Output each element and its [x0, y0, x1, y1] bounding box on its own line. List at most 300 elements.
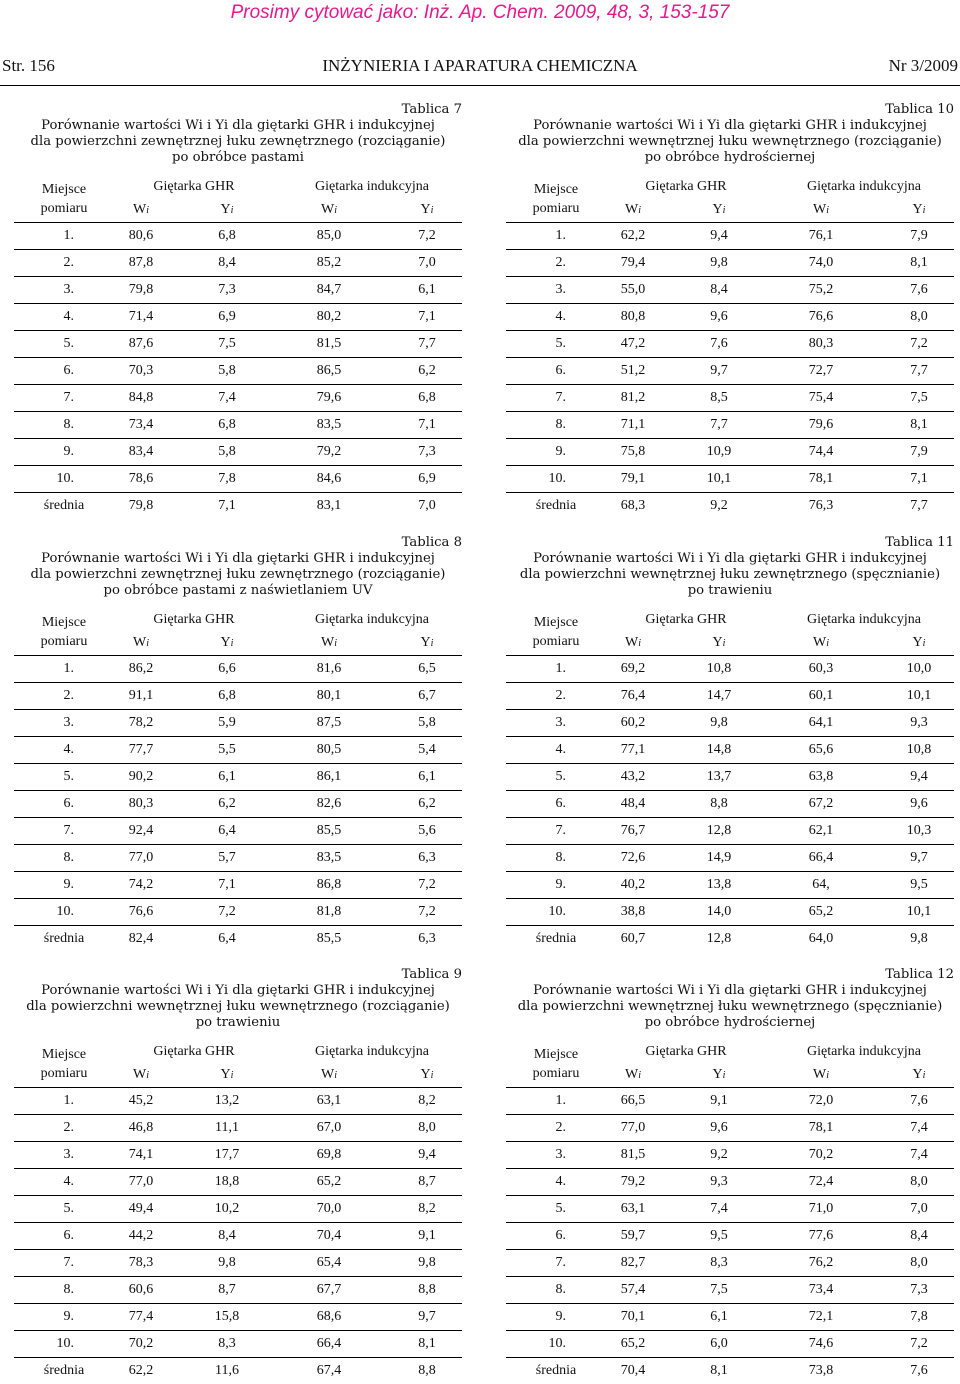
- table-row: [14, 682, 462, 709]
- cell-w-induction: 75,2: [808, 282, 834, 297]
- header-w-ghr: [598, 1063, 668, 1087]
- row-label: 10.: [548, 1336, 566, 1351]
- cell-w-ghr: 71,1: [620, 417, 646, 432]
- cell-w-induction: 70,4: [316, 1228, 342, 1243]
- cell-w-ghr: 81,5: [620, 1147, 646, 1162]
- header-place-line2: pomiaru: [532, 201, 580, 216]
- table-row: [506, 871, 954, 898]
- average-row: [506, 1357, 954, 1384]
- table-row: [14, 1276, 462, 1303]
- cell-w-ghr: 60,7: [620, 931, 646, 946]
- cell-y-ghr: 9,7: [710, 363, 728, 378]
- cell-w-induction: 82,6: [316, 796, 342, 811]
- cell-w-ghr: 49,4: [128, 1201, 154, 1216]
- cell-w-ghr: 81,2: [620, 390, 646, 405]
- cell-y-induction: 7,0: [418, 255, 436, 270]
- table-row: [506, 276, 954, 303]
- row-label: 6.: [555, 1228, 566, 1243]
- cell-w-induction: 80,1: [316, 688, 342, 703]
- header-y-induction: [884, 1063, 954, 1087]
- cell-y-induction: 6,7: [418, 688, 436, 703]
- header-group-induction: Giętarka indukcyjna: [315, 179, 429, 194]
- cell-y-induction: 7,3: [910, 1282, 928, 1297]
- cell-y-ghr: 8,1: [710, 1363, 728, 1378]
- table-title-line: po trawieniu: [195, 1015, 281, 1030]
- cell-y-ghr: 9,2: [710, 1147, 728, 1162]
- table-row: [506, 249, 954, 276]
- row-label: średnia: [535, 1363, 577, 1378]
- symbol-letter: W: [625, 202, 639, 217]
- cell-w-induction: 83,5: [316, 417, 342, 432]
- cell-w-induction: 65,4: [316, 1255, 342, 1270]
- row-label: 5.: [555, 1201, 566, 1216]
- cell-y-ghr: 6,8: [218, 688, 236, 703]
- cell-w-ghr: 79,4: [620, 255, 646, 270]
- cell-w-ghr: 69,2: [620, 661, 646, 676]
- cell-w-ghr: 70,3: [128, 363, 154, 378]
- cell-y-ghr: 8,8: [710, 796, 728, 811]
- cell-y-induction: 9,3: [910, 715, 928, 730]
- symbol-subscript: i: [638, 1069, 641, 1081]
- cell-y-induction: 7,3: [418, 444, 436, 459]
- table-row: [506, 736, 954, 763]
- header-group-row: [506, 609, 954, 631]
- cell-w-ghr: 82,7: [620, 1255, 646, 1270]
- row-label: średnia: [43, 1363, 85, 1378]
- symbol-subscript: i: [722, 637, 726, 649]
- cell-y-ghr: 13,2: [214, 1093, 240, 1108]
- row-label: 10.: [56, 1336, 74, 1351]
- table-row: [14, 303, 462, 330]
- row-label: 10.: [548, 471, 566, 486]
- header-y-ghr: [192, 198, 262, 222]
- table-row: [506, 817, 954, 844]
- header-group-ghr: Giętarka GHR: [153, 179, 235, 194]
- cell-y-ghr: 9,8: [710, 255, 728, 270]
- cell-y-induction: 7,6: [910, 1363, 928, 1378]
- cell-y-ghr: 14,0: [706, 904, 732, 919]
- table-row: [506, 898, 954, 925]
- cell-w-induction: 65,2: [808, 904, 834, 919]
- cell-y-induction: 5,6: [418, 823, 436, 838]
- table-row: [506, 709, 954, 736]
- cell-w-ghr: 72,6: [620, 850, 646, 865]
- cell-w-ghr: 43,2: [620, 769, 646, 784]
- running-head: [0, 56, 960, 78]
- cell-w-induction: 85,0: [316, 228, 342, 243]
- row-label: średnia: [535, 931, 577, 946]
- row-label: 5.: [555, 769, 566, 784]
- row-label: 2.: [555, 255, 566, 270]
- cell-y-ghr: 9,6: [710, 309, 728, 324]
- cell-y-ghr: 7,7: [710, 417, 728, 432]
- symbol-subscript: i: [922, 204, 926, 216]
- cell-w-induction: 60,1: [808, 688, 834, 703]
- cell-y-induction: 7,4: [910, 1147, 928, 1162]
- data-table: [506, 102, 954, 519]
- header-symbol-row: [14, 631, 462, 655]
- row-label: 7.: [63, 390, 74, 405]
- cell-w-induction: 63,8: [808, 769, 834, 784]
- table-row: [14, 1303, 462, 1330]
- table-title-line: dla powierzchni wewnętrznej łuku zewnętrznego (spęcznianie): [519, 567, 941, 582]
- header-group-row: [506, 176, 954, 198]
- table-row: [506, 1330, 954, 1357]
- table-title-line: dla powierzchni wewnętrznej łuku wewnętrznego (rozciąganie): [518, 134, 942, 149]
- symbol-subscript: i: [230, 1069, 234, 1081]
- cell-y-ghr: 7,4: [710, 1201, 728, 1216]
- cell-y-ghr: 14,9: [706, 850, 732, 865]
- table-row: [506, 844, 954, 871]
- cell-y-induction: 7,6: [910, 282, 928, 297]
- header-w-induction: [786, 198, 856, 222]
- symbol-subscript: i: [146, 204, 149, 216]
- symbol-letter: Y: [420, 202, 431, 217]
- row-label: 5.: [63, 769, 74, 784]
- cell-y-ghr: 6,8: [218, 417, 236, 432]
- row-label: 8.: [63, 1282, 74, 1297]
- cell-w-ghr: 38,8: [620, 904, 646, 919]
- cell-w-induction: 75,4: [808, 390, 834, 405]
- symbol-letter: W: [133, 635, 147, 650]
- cell-y-induction: 9,8: [910, 931, 928, 946]
- cell-w-induction: 81,8: [316, 904, 342, 919]
- row-label: 1.: [555, 661, 566, 676]
- cell-y-ghr: 5,8: [218, 444, 236, 459]
- cell-w-induction: 85,5: [316, 823, 342, 838]
- symbol-letter: W: [321, 202, 335, 217]
- table-row: [506, 411, 954, 438]
- cell-w-ghr: 78,2: [128, 715, 154, 730]
- cell-w-induction: 83,5: [316, 850, 342, 865]
- header-group-row: [14, 609, 462, 631]
- cell-y-ghr: 11,6: [215, 1363, 239, 1378]
- cell-y-induction: 6,2: [418, 363, 436, 378]
- cell-w-ghr: 44,2: [128, 1228, 154, 1243]
- header-w-ghr: [106, 631, 176, 655]
- cell-w-ghr: 80,8: [620, 309, 646, 324]
- table-number: Tablica 11: [885, 535, 954, 550]
- cell-w-ghr: 77,0: [128, 850, 154, 865]
- cell-y-induction: 7,1: [418, 417, 436, 432]
- cell-w-induction: 85,5: [316, 931, 342, 946]
- header-place-line2: pomiaru: [532, 1066, 580, 1081]
- cell-w-ghr: 75,8: [620, 444, 646, 459]
- header-group-ghr: Giętarka GHR: [153, 612, 235, 627]
- table-title-line: Porównanie wartości Wi i Yi dla giętarki GHR i indukcyjnej: [41, 551, 435, 566]
- cell-w-ghr: 77,4: [128, 1309, 154, 1324]
- cell-w-ghr: 87,6: [128, 336, 154, 351]
- table-row: [506, 655, 954, 682]
- cell-y-ghr: 8,7: [218, 1282, 236, 1297]
- cell-w-induction: 81,5: [316, 336, 342, 351]
- cell-y-induction: 7,2: [910, 336, 928, 351]
- header-group-row: [14, 176, 462, 198]
- table-title-line: po trawieniu: [687, 583, 773, 598]
- table-row: [14, 249, 462, 276]
- table-row: [14, 1114, 462, 1141]
- table-row: [14, 871, 462, 898]
- row-label: 5.: [63, 1201, 74, 1216]
- cell-y-ghr: 9,8: [710, 715, 728, 730]
- table-title-line: po obróbce pastami z naświetlaniem UV: [103, 583, 373, 598]
- table-row: [14, 1195, 462, 1222]
- cell-y-ghr: 5,5: [218, 742, 236, 757]
- row-label: 8.: [555, 1282, 566, 1297]
- cell-w-induction: 70,0: [316, 1201, 342, 1216]
- symbol-letter: Y: [712, 1067, 723, 1082]
- cell-y-induction: 8,1: [910, 255, 928, 270]
- header-group-induction: Giętarka indukcyjna: [807, 612, 921, 627]
- row-label: 3.: [555, 715, 566, 730]
- row-label: 7.: [555, 1255, 566, 1270]
- cell-y-induction: 8,0: [910, 309, 928, 324]
- cell-y-induction: 5,4: [418, 742, 436, 757]
- row-label: 3.: [555, 282, 566, 297]
- average-row: [506, 925, 954, 952]
- cell-w-induction: 76,2: [808, 1255, 834, 1270]
- cell-w-ghr: 57,4: [620, 1282, 646, 1297]
- table-row: [14, 1330, 462, 1357]
- symbol-subscript: i: [334, 637, 337, 649]
- cell-w-induction: 64,0: [808, 931, 834, 946]
- table-row: [506, 1222, 954, 1249]
- row-label: 8.: [555, 850, 566, 865]
- cell-y-induction: 7,9: [910, 228, 928, 243]
- table-row: [14, 384, 462, 411]
- header-w-ghr: [598, 198, 668, 222]
- cell-w-ghr: 46,8: [128, 1120, 154, 1135]
- row-label: 10.: [56, 904, 74, 919]
- cell-y-ghr: 14,8: [706, 742, 732, 757]
- row-label: średnia: [535, 498, 577, 513]
- cell-y-induction: 6,1: [418, 282, 436, 297]
- table-row: [506, 465, 954, 492]
- header-y-induction: [392, 1063, 462, 1087]
- row-label: 6.: [555, 796, 566, 811]
- cell-y-induction: 6,1: [418, 769, 436, 784]
- header-place-line1: Miejsce: [533, 615, 579, 630]
- cell-y-induction: 10,0: [906, 661, 932, 676]
- cell-y-induction: 8,4: [910, 1228, 928, 1243]
- cell-y-induction: 7,7: [418, 336, 436, 351]
- row-label: 4.: [555, 742, 566, 757]
- cell-w-induction: 72,1: [808, 1309, 834, 1324]
- cell-w-ghr: 92,4: [128, 823, 154, 838]
- table-header: [506, 609, 954, 655]
- table-row: [506, 222, 954, 249]
- cell-w-induction: 81,6: [316, 661, 342, 676]
- row-label: 4.: [63, 309, 74, 324]
- row-label: 4.: [555, 309, 566, 324]
- cell-y-ghr: 10,1: [706, 471, 732, 486]
- cell-y-ghr: 6,8: [218, 228, 236, 243]
- table-row: [14, 1087, 462, 1114]
- cell-w-ghr: 45,2: [128, 1093, 154, 1108]
- cell-w-ghr: 86,2: [128, 661, 154, 676]
- symbol-letter: Y: [712, 202, 723, 217]
- cell-w-ghr: 78,6: [128, 471, 154, 486]
- header-group-induction: Giętarka indukcyjna: [315, 1044, 429, 1059]
- cell-y-induction: 10,3: [906, 823, 932, 838]
- row-label: 5.: [63, 336, 74, 351]
- symbol-subscript: i: [922, 1069, 926, 1081]
- cell-w-induction: 60,3: [808, 661, 834, 676]
- symbol-subscript: i: [230, 204, 234, 216]
- row-label: 4.: [63, 1174, 74, 1189]
- header-group-ghr: Giętarka GHR: [153, 1044, 235, 1059]
- table-header: [14, 1041, 462, 1087]
- header-y-induction: [392, 198, 462, 222]
- row-label: 1.: [63, 228, 74, 243]
- row-label: 3.: [63, 715, 74, 730]
- symbol-subscript: i: [430, 204, 434, 216]
- table-header: [506, 176, 954, 222]
- cell-y-induction: 10,1: [906, 688, 932, 703]
- table-title-line: po obróbce pastami: [172, 150, 304, 165]
- cell-y-ghr: 9,1: [710, 1093, 728, 1108]
- header-place-line2: pomiaru: [40, 1066, 88, 1081]
- cell-y-induction: 7,9: [910, 444, 928, 459]
- header-y-ghr: [684, 631, 754, 655]
- cell-y-induction: 5,8: [418, 715, 436, 730]
- symbol-letter: Y: [912, 202, 923, 217]
- row-label: 2.: [555, 1120, 566, 1135]
- table-title-line: dla powierzchni zewnętrznej łuku zewnętrznego (rozciąganie): [30, 134, 446, 149]
- row-label: 9.: [555, 1309, 566, 1324]
- table-row: [14, 763, 462, 790]
- cell-y-induction: 6,5: [418, 661, 436, 676]
- symbol-letter: W: [133, 202, 147, 217]
- cell-w-ghr: 60,2: [620, 715, 646, 730]
- cell-y-ghr: 13,8: [706, 877, 732, 892]
- symbol-subscript: i: [334, 204, 337, 216]
- cell-w-ghr: 62,2: [128, 1363, 154, 1378]
- table-row: [506, 357, 954, 384]
- cell-y-ghr: 12,8: [706, 823, 732, 838]
- cell-w-induction: 64,: [812, 877, 830, 892]
- cell-w-induction: 65,2: [316, 1174, 342, 1189]
- symbol-letter: Y: [420, 635, 431, 650]
- header-y-ghr: [684, 1063, 754, 1087]
- cell-w-induction: 84,6: [316, 471, 342, 486]
- cell-w-induction: 80,5: [316, 742, 342, 757]
- cell-y-ghr: 14,7: [706, 688, 732, 703]
- cell-w-induction: 70,2: [808, 1147, 834, 1162]
- cell-w-ghr: 76,7: [620, 823, 646, 838]
- table-row: [14, 790, 462, 817]
- header-place-line1: Miejsce: [533, 1047, 579, 1062]
- header-group-ghr: Giętarka GHR: [645, 179, 727, 194]
- cell-w-induction: 83,1: [316, 498, 342, 513]
- header-place-line2: pomiaru: [532, 634, 580, 649]
- symbol-subscript: i: [146, 1069, 149, 1081]
- cell-w-ghr: 71,4: [128, 309, 154, 324]
- cell-y-ghr: 6,4: [218, 931, 236, 946]
- average-row: [14, 925, 462, 952]
- table-row: [506, 1303, 954, 1330]
- row-label: 7.: [555, 823, 566, 838]
- page-number: Str. 156: [2, 56, 55, 75]
- table-header: [14, 176, 462, 222]
- cell-w-induction: 76,6: [808, 309, 834, 324]
- cell-y-ghr: 9,4: [710, 228, 728, 243]
- cell-w-ghr: 80,3: [128, 796, 154, 811]
- symbol-letter: Y: [220, 635, 231, 650]
- cell-w-ghr: 47,2: [620, 336, 646, 351]
- cell-y-induction: 10,8: [906, 742, 932, 757]
- cell-w-ghr: 66,5: [620, 1093, 646, 1108]
- cell-y-induction: 7,2: [910, 1336, 928, 1351]
- header-group-row: [506, 1041, 954, 1063]
- cell-y-induction: 7,1: [418, 309, 436, 324]
- cell-y-ghr: 10,9: [706, 444, 732, 459]
- header-w-induction: [294, 198, 364, 222]
- cell-y-ghr: 15,8: [214, 1309, 240, 1324]
- cell-y-ghr: 6,1: [710, 1309, 728, 1324]
- cell-y-ghr: 9,3: [710, 1174, 728, 1189]
- table-caption: [506, 535, 954, 599]
- symbol-letter: W: [321, 635, 335, 650]
- symbol-letter: Y: [712, 635, 723, 650]
- symbol-letter: Y: [220, 202, 231, 217]
- cell-y-ghr: 11,1: [215, 1120, 239, 1135]
- cell-y-ghr: 9,6: [710, 1120, 728, 1135]
- row-label: 9.: [63, 1309, 74, 1324]
- symbol-letter: W: [625, 635, 639, 650]
- row-label: 9.: [63, 444, 74, 459]
- cell-y-ghr: 8,3: [710, 1255, 728, 1270]
- cell-y-ghr: 8,4: [710, 282, 728, 297]
- cell-w-ghr: 63,1: [620, 1201, 646, 1216]
- header-y-ghr: [192, 1063, 262, 1087]
- table-row: [14, 438, 462, 465]
- table-row: [506, 330, 954, 357]
- cell-y-induction: 7,8: [910, 1309, 928, 1324]
- citation-line: Prosimy cytować jako: Inż. Ap. Chem. 2009, 48, 3, 153-157: [230, 2, 730, 23]
- table-caption: [14, 967, 462, 1031]
- cell-w-induction: 87,5: [316, 715, 342, 730]
- cell-y-induction: 7,2: [418, 877, 436, 892]
- cell-y-ghr: 5,9: [218, 715, 236, 730]
- symbol-subscript: i: [430, 637, 434, 649]
- cell-w-induction: 76,1: [808, 228, 834, 243]
- table-row: [14, 817, 462, 844]
- table-row: [14, 1249, 462, 1276]
- cell-w-induction: 73,8: [808, 1363, 834, 1378]
- table-row: [506, 303, 954, 330]
- symbol-letter: Y: [220, 1067, 231, 1082]
- table-grid: [14, 1041, 462, 1384]
- table-number: Tablica 7: [401, 102, 462, 117]
- cell-w-ghr: 55,0: [620, 282, 646, 297]
- symbol-subscript: i: [230, 637, 234, 649]
- table-row: [14, 465, 462, 492]
- header-group-induction: Giętarka indukcyjna: [807, 179, 921, 194]
- cell-w-induction: 74,6: [808, 1336, 834, 1351]
- cell-y-ghr: 6,9: [218, 309, 236, 324]
- header-w-induction: [786, 1063, 856, 1087]
- cell-y-induction: 6,9: [418, 471, 436, 486]
- row-label: średnia: [43, 931, 85, 946]
- cell-w-induction: 64,1: [808, 715, 834, 730]
- cell-w-induction: 63,1: [316, 1093, 342, 1108]
- table-row: [14, 736, 462, 763]
- cell-y-ghr: 6,4: [218, 823, 236, 838]
- cell-y-ghr: 9,8: [218, 1255, 236, 1270]
- cell-w-ghr: 79,8: [128, 498, 154, 513]
- table-number: Tablica 9: [401, 967, 462, 982]
